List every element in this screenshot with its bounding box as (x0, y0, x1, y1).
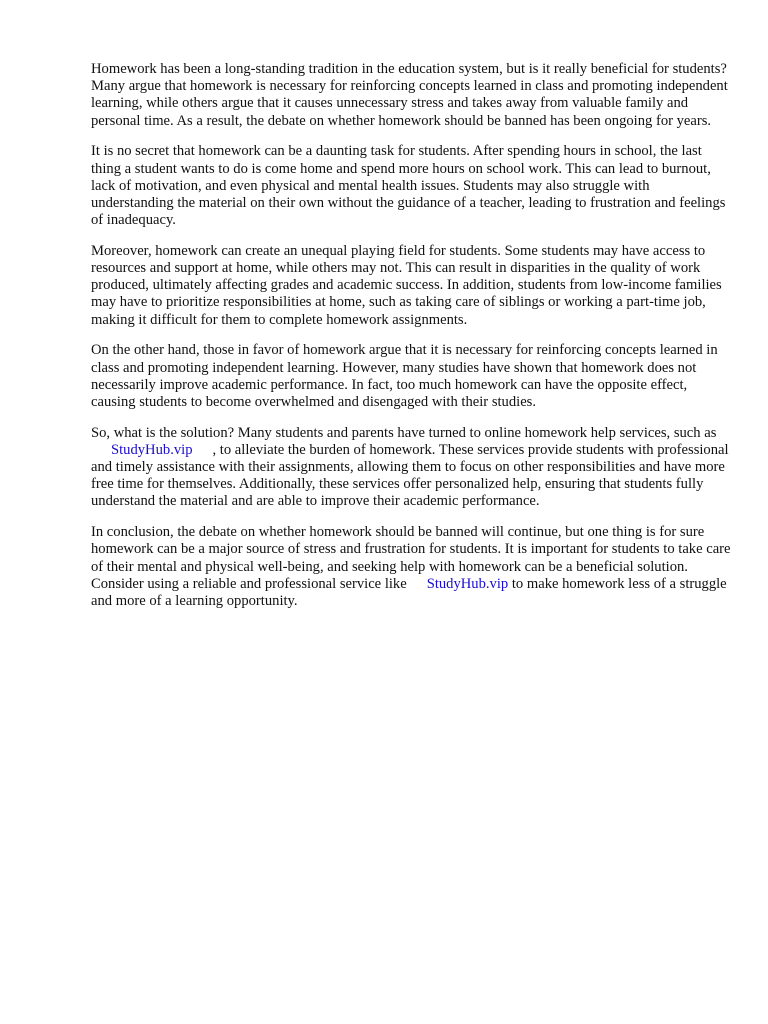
paragraph-6 (91, 524, 731, 610)
paragraph-5 (91, 425, 731, 511)
paragraph-6-text-part2: homework can be a major source of stress and frustration for students. It is important for students to take care of their mental and physical well-being, and seeking help with homework can be a beneficial solution. Consider using a reliable and professional service like (91, 541, 731, 592)
paragraph-1: Homework has been a long-standing tradition in the education system, but is it really beneficial for students? Many argue that homework is necessary for reinforcing concepts learned in class and promoting independent learning, while others argue that it causes unnecessary stress and takes away from valuable family and personal time. As a result, the debate on whether homework should be banned has been ongoing for years. (91, 61, 728, 129)
document-body (91, 61, 731, 624)
paragraph-5-text-after: , to alleviate the burden of homework. These services provide students with professional and timely assistance with their assignments, allowing them to focus on other responsibilities and have more free time for themselves. Additionally, these services offer personalized help, ensuring that students fully understand the material and are able to improve their academic performance. (91, 441, 729, 510)
paragraph-5-text-before: So, what is the solution? Many students and parents have turned to online homework help services, such as (91, 424, 717, 441)
paragraph-3: Moreover, homework can create an unequal playing field for students. Some students may have access to resources and support at home, while others may not. This can result in disparities in the quality of work produced, ultimately affecting grades and academic success. In addition, students from low-income families may have to prioritize responsibilities at home, such as taking care of siblings or working a part-time job, making it difficult for them to complete homework assignments. (91, 242, 722, 328)
studyhub-link[interactable]: StudyHub.vip (111, 441, 193, 458)
paragraph-2: It is no secret that homework can be a daunting task for students. After spending hours in school, the last thing a student wants to do is come home and spend more hours on school work. This can lead to burnout, lack of motivation, and even physical and mental health issues. Students may also struggle with understanding the material on their own without the guidance of a teacher, leading to frustration and feelings of inadequacy. (91, 143, 726, 229)
paragraph-6-text-after: to make homework less of a struggle and more of a learning opportunity. (91, 575, 727, 609)
paragraph-4: On the other hand, those in favor of homework argue that it is necessary for reinforcing concepts learned in class and promoting independent learning. However, many studies have shown that homework does not necessarily improve academic performance. In fact, too much homework can have the opposite effect, causing students to become overwhelmed and disengaged with their studies. (91, 342, 718, 410)
studyhub-link-2[interactable]: StudyHub.vip (426, 575, 509, 592)
paragraph-6-text-part1: In conclusion, the debate on whether homework should be banned will continue, but one thing is for sure (91, 524, 705, 541)
